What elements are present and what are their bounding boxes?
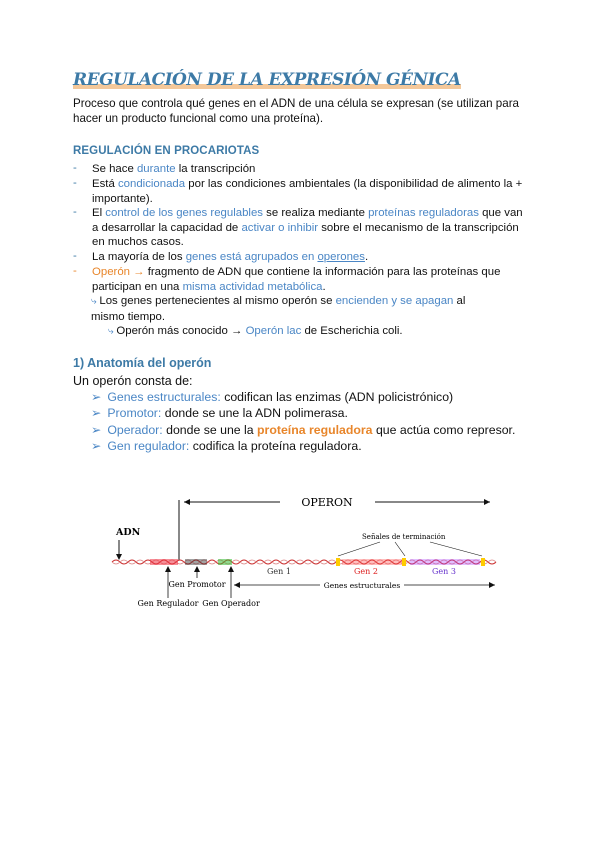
arrow-bullet-icon: ➢ — [91, 390, 102, 404]
list-item: ➢ Operador: donde se une la proteína reguladora que actúa como represor. — [91, 423, 516, 437]
bullet-2: Está condicionada por las condiciones ambientales (la disponibilidad de alimento la + importante). — [92, 178, 523, 205]
list-item: ➢ Gen regulador: codifica la proteína reguladora. — [91, 439, 362, 453]
operon-diagram — [110, 490, 500, 620]
return-arrow-icon: ⤷ — [108, 326, 117, 337]
gen2-label: Gen 2 — [354, 567, 378, 576]
bullet-dash: - — [73, 162, 77, 174]
sub-bullet-2: ⤷ Operón más conocido → Operón lac de Escherichia coli. — [108, 325, 403, 337]
operon-label: OPERON — [301, 496, 353, 509]
bullet-3: El control de los genes regulables se realiza mediante proteínas reguladoras que van a desarrollar la capacidad de activar o inhibir sobre el mecanismo de la transcripción en muchos casos. — [92, 207, 523, 249]
gen-regulador-label: Gen Regulador — [137, 599, 199, 608]
bullet-5: Operón → fragmento de ADN que contiene la información para las proteínas que participan en una misma actividad metabólica. — [92, 266, 501, 293]
list-item: ➢ Genes estructurales: codifican las enzimas (ADN policistrónico) — [91, 390, 454, 404]
genes-estructurales-label: Genes estructurales — [323, 581, 401, 590]
list-item: ➢ Promotor: donde se une la ADN polimerasa. — [91, 406, 348, 420]
gen1-label: Gen 1 — [267, 567, 291, 576]
page-title — [73, 70, 461, 90]
operones-link[interactable]: operones — [317, 251, 365, 263]
gen-promotor-label: Gen Promotor — [168, 580, 226, 589]
lead-text: Un operón consta de: — [73, 374, 193, 388]
senales-label: Señales de terminación — [362, 533, 446, 541]
return-arrow-icon: ⤷ — [91, 296, 100, 307]
section-heading-anatomia: 1) Anatomía del operón — [73, 356, 212, 370]
sub-bullet-1: ⤷ Los genes pertenecientes al mismo operón se encienden y se apagan al mismo tiempo. — [91, 295, 466, 323]
bullet-dash: - — [73, 206, 77, 218]
bullet-dash: - — [73, 265, 77, 277]
arrow-bullet-icon: ➢ — [91, 423, 102, 437]
adn-label: ADN — [116, 527, 141, 538]
intro-paragraph: Proceso que controla qué genes en el ADN de una célula se expresan (se utilizan para hacer un producto funcional como una proteína). — [73, 97, 519, 125]
gen-operador-label: Gen Operador — [202, 599, 260, 608]
bullet-dash: - — [73, 250, 77, 262]
bullet-1: Se hace durante la transcripción — [92, 163, 256, 175]
title-text: REGULACIÓN DE LA EXPRESIÓN GÉNICA — [73, 70, 461, 90]
gen3-label: Gen 3 — [432, 567, 456, 576]
arrow-bullet-icon: ➢ — [91, 406, 102, 420]
arrow-bullet-icon: ➢ — [91, 439, 102, 453]
section-heading-procariotas: REGULACIÓN EN PROCARIOTAS — [73, 145, 260, 157]
bullet-dash: - — [73, 177, 77, 189]
bullet-4: La mayoría de los genes está agrupados en operones. — [92, 251, 369, 263]
